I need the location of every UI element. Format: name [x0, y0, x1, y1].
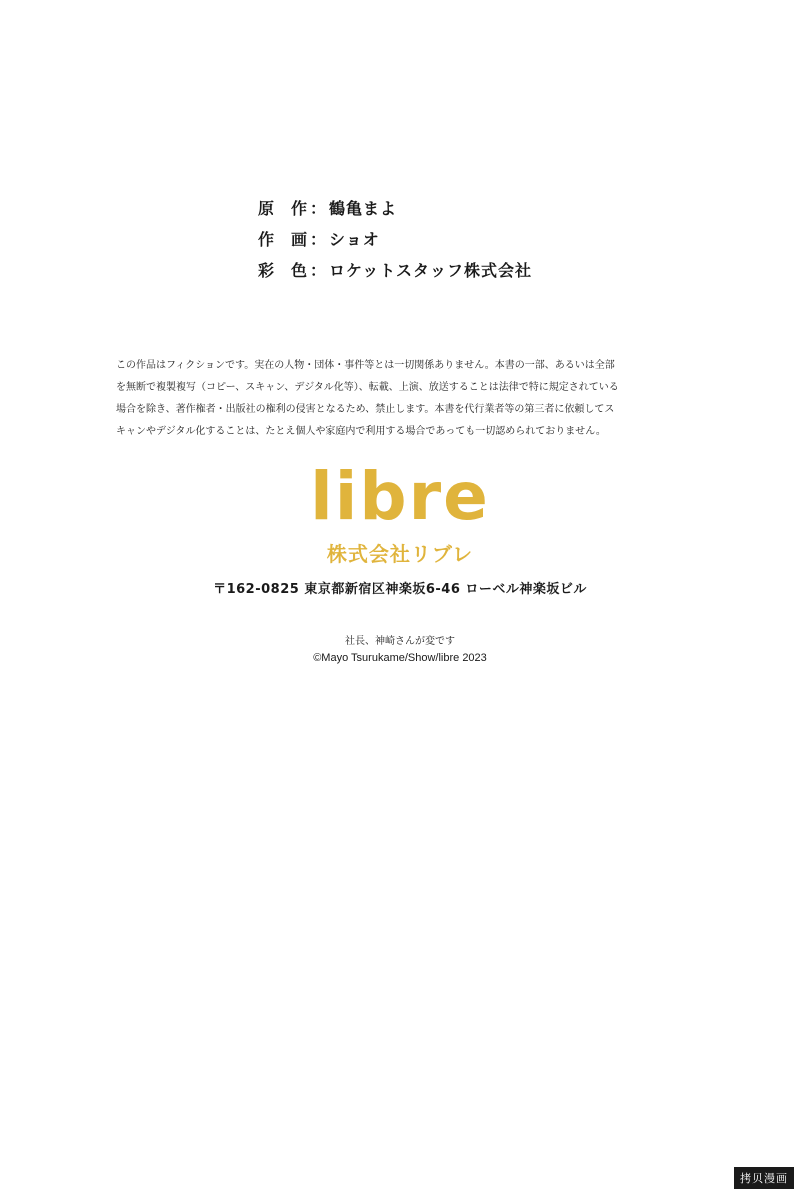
legal-notice	[116, 355, 696, 443]
credit-name: 鶴亀まよ	[329, 199, 398, 218]
credit-name: ショオ	[329, 230, 380, 249]
legal-line: を無断で複製複写（コピー、スキャン、デジタル化等）、転載、上演、放送することは法律で特に規定されている	[116, 382, 619, 393]
credit-role-char: 作	[258, 230, 276, 249]
credit-separator: ：	[310, 199, 328, 218]
credit-role	[258, 227, 308, 250]
credit-row-artist	[258, 223, 658, 254]
credits-block	[258, 192, 658, 285]
legal-line: キャンやデジタル化することは、たとえ個人や家庭内で利用する場合であっても一切認められておりません。	[116, 426, 606, 437]
credit-row-coloring	[258, 254, 658, 285]
credit-separator: ：	[310, 230, 328, 249]
credit-separator: ：	[310, 261, 328, 280]
publisher-name: 株式会社リブレ	[326, 542, 474, 566]
credit-name: ロケットスタッフ株式会社	[329, 261, 533, 280]
watermark-badge: 拷贝漫画	[734, 1167, 794, 1189]
credit-role	[258, 258, 308, 281]
credit-row-original	[258, 192, 658, 223]
publisher-logo: libre	[310, 458, 490, 535]
book-title: 社長、神崎さんが変です	[345, 636, 455, 647]
credit-role-char: 原	[258, 199, 276, 218]
legal-line: この作品はフィクションです。実在の人物・団体・事件等とは一切関係ありません。本書の一部、あるいは全部	[116, 360, 615, 371]
credit-role	[258, 196, 308, 219]
credit-role-char: 作	[290, 199, 308, 218]
publisher-address: 〒162-0825 東京都新宿区神楽坂6-46 ローベル神楽坂ビル	[213, 582, 587, 597]
credit-role-char: 画	[290, 230, 308, 249]
credit-role-char: 色	[290, 261, 308, 280]
legal-line: 場合を除き、著作権者・出版社の権利の侵害となるため、禁止します。本書を代行業者等の第三者に依頼してス	[116, 404, 615, 415]
copyright-notice: ©Mayo Tsurukame/Show/libre 2023	[313, 652, 487, 664]
credit-role-char: 彩	[258, 261, 276, 280]
